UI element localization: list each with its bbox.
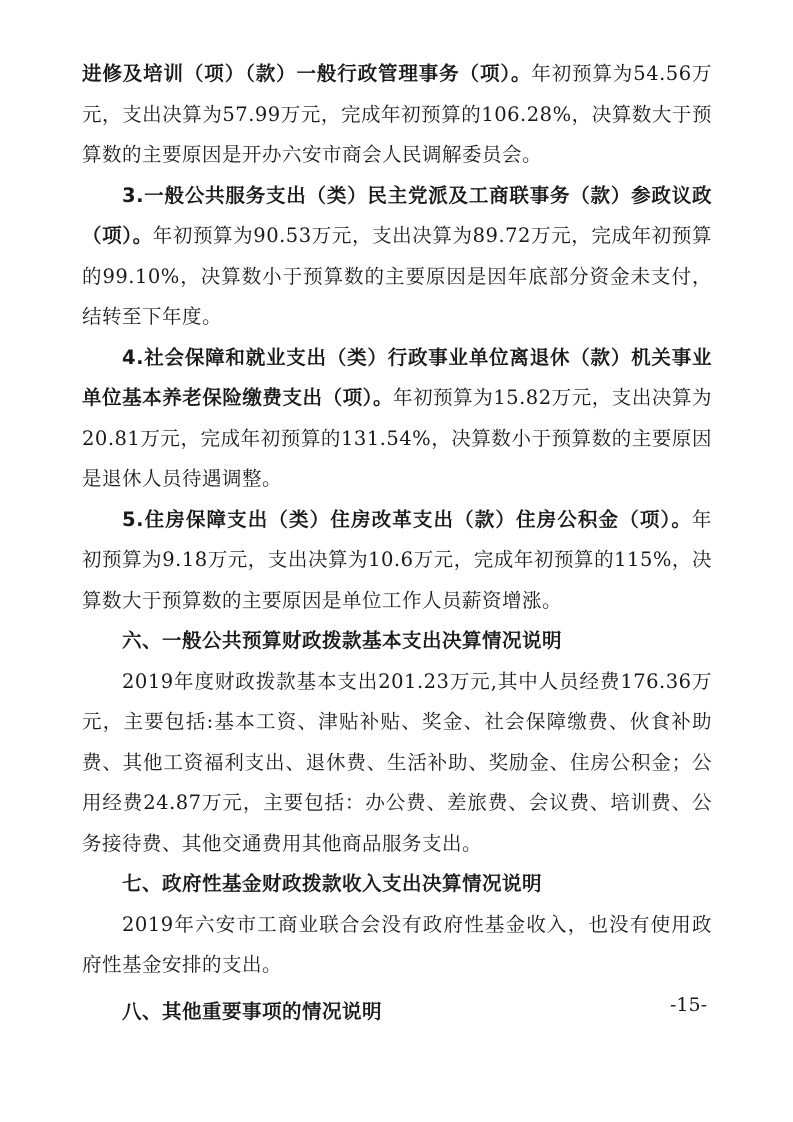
section-text-7: 2019年六安市工商业联合会没有政府性基金收入，也没有使用政府性基金安排的支出。 (82, 912, 712, 976)
page-number: -15- (669, 994, 707, 1016)
paragraph-bold-lead: 5.住房保障支出（类）住房改革支出（款）住房公积金（项）。 (122, 507, 692, 531)
section-heading-6: 六、一般公共预算财政拨款基本支出决算情况说明 (122, 629, 563, 652)
section-text-6: 2019年度财政拨款基本支出201.23万元,其中人员经费176.36万元，主要包括:基本工资、津贴补贴、奖金、社会保障缴费、伙食补助费、其他工资福利支出、退休费、生活补助、奖励金、住房公积金；公用经费24.87万元，主要包括：办公费、差旅费、会议费、培训费、公务接待费、其他交通费用其他商品服务支出。 (82, 669, 712, 855)
paragraph-body: 年初预算为9.18万元，支出决算为10.6万元，完成年初预算的115%，决算数大于预算数的主要原因是单位工作人员薪资增涨。 (82, 507, 712, 612)
section-heading-8: 八、其他重要事项的情况说明 (122, 999, 383, 1023)
paragraph-bold-lead: 4.社会保障和就业支出（类）行政事业单位离退休（款）机关事业单位基本养老保险缴费支出（项）。 (82, 345, 712, 409)
paragraph-bold-lead: 进修及培训（项）（款）一般行政管理事务（项）。 (82, 62, 532, 85)
paragraph-housing-fund (82, 500, 712, 622)
paragraph-bold-lead: 3.一般公共服务支出（类）民主党派及工商联事务（款）参政议政（项）。 (82, 183, 712, 247)
paragraph-body: 年初预算为15.82万元，支出决算为20.81万元，完成年初预算的131.54%，决算数小于预算数的主要原因是退休人员待遇调整。 (82, 386, 712, 490)
paragraph-body: 年初预算为54.56万元，支出决算为57.99万元，完成年初预算的106.28%，决算数大于预算数的主要原因是开办六安市商会人民调解委员会。 (82, 62, 712, 166)
section-heading-7: 七、政府性基金财政拨款收入支出决算情况说明 (122, 872, 543, 895)
document-page (82, 54, 712, 1032)
paragraph-training-expense (82, 54, 712, 176)
paragraph-political-consultation (82, 176, 712, 338)
paragraph-pension-insurance (82, 338, 712, 500)
paragraph-body: 年初预算为90.53万元，支出决算为89.72万元，完成年初预算的99.10%，决算数小于预算数的主要原因是因年底部分资金未支付，结转至下年度。 (82, 224, 712, 328)
